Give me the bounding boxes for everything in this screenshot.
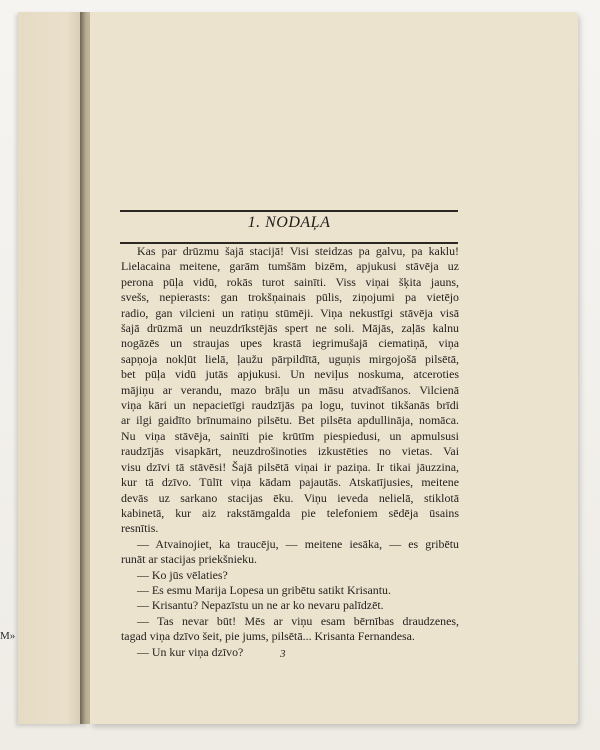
text-line: bet pūļa vidū jutās apjukusi. Un neviļus noskuma, atceroties bbox=[121, 367, 459, 382]
text-line: kabinetā, kur aiz rakstāmgalda pie telefoniem sēdēja ūsains bbox=[121, 505, 459, 520]
text-line: Lielacaina meitene, garām tumšām bizēm, apjukusi stāvēja uz bbox=[121, 259, 459, 274]
dialogue-line: — Tas nevar būt! Mēs ar viņu esam bērnības draudzenes, bbox=[137, 613, 459, 628]
previous-page-text-fragment: M» bbox=[0, 630, 16, 642]
text-line: nogāzēs un straujas upes krastā iegrimušajā ciematiņā, viņa bbox=[121, 336, 459, 351]
text-line: mājiņu ar verandu, mazo brāļu un māsu atvadīšanos. Vilcienā bbox=[121, 382, 459, 397]
text-line: resnītis. bbox=[121, 521, 159, 536]
text-line: radio, gan vilcieni un ratiņu stūmēji. Viņa nekustīgi stāvēja visā bbox=[121, 305, 459, 320]
text-line: perona pūļa vidū, rokās turot sainīti. Viss viņai šķita jauns, bbox=[121, 274, 459, 289]
text-line: kur tā dzīvo. Tūlīt viņa kādam pajautās. Atskatījusies, meitene bbox=[121, 475, 459, 490]
dialogue-line: — Ko jūs vēlaties? bbox=[137, 567, 228, 582]
chapter-title: 1. NODAĻA bbox=[247, 214, 331, 231]
text-line: raudzījās visapkārt, neuzdrošinoties izkustēties no vietas. Vai bbox=[121, 444, 459, 459]
dialogue-line: — Es esmu Marija Lopesa un gribētu satikt Krisantu. bbox=[137, 582, 391, 597]
text-line: svešs, nepierasts: gan trokšņainais pūlis, ziņojumi pa vietējo bbox=[121, 290, 459, 305]
text-line: viņa kāri un nepacietīgi raudzījās pa logu, tuvinot tikšanās brīdi bbox=[121, 398, 459, 413]
text-line: šajā drūzmā un neuzdrīkstējās spert ne soli. Mājās, zaļās kalnu bbox=[121, 321, 459, 336]
text-line: visu dzīvi tā stāvēsi! Šajā pilsētā viņai ir paziņa. Ir tikai jāuzzina, bbox=[121, 459, 459, 474]
text-line: devās uz sarkano stacijas ēku. Viņu ieveda nelielā, stiklotā bbox=[121, 490, 459, 505]
dialogue-line: runāt ar stacijas priekšnieku. bbox=[121, 552, 258, 567]
text-line: ar ilgi gaidīto brīnumaino pilsētu. Bet pilsēta apdullināja, nomāca. bbox=[121, 413, 459, 428]
dialogue-line: — Un kur viņa dzīvo? bbox=[137, 644, 244, 659]
text-line: Nu viņa stāvēja, sainīti pie krūtīm piespiedusi, un apmulsusi bbox=[121, 428, 459, 443]
dialogue-line: tagad viņa dzīvo šeit, pie jums, pilsētā... Krisanta Fernandesa. bbox=[121, 629, 415, 644]
text-line: sapņoja nokļūt lielā, ļaužu pārpildītā, uguņis mirgojošā pilsētā, bbox=[121, 351, 459, 366]
dialogue-line: — Krisantu? Nepazīstu un ne ar ko nevaru palīdzēt. bbox=[137, 598, 384, 613]
body-text bbox=[121, 244, 459, 660]
chapter-rule-top bbox=[120, 210, 458, 212]
previous-page bbox=[18, 12, 88, 724]
text-line: Kas par drūzmu šajā stacijā! Visi steidzas pa galvu, pa kaklu! bbox=[137, 244, 459, 258]
page-number: 3 bbox=[280, 648, 286, 660]
dialogue-line: — Atvainojiet, ka traucēju, — meitene iesāka, — es gribētu bbox=[137, 536, 459, 551]
